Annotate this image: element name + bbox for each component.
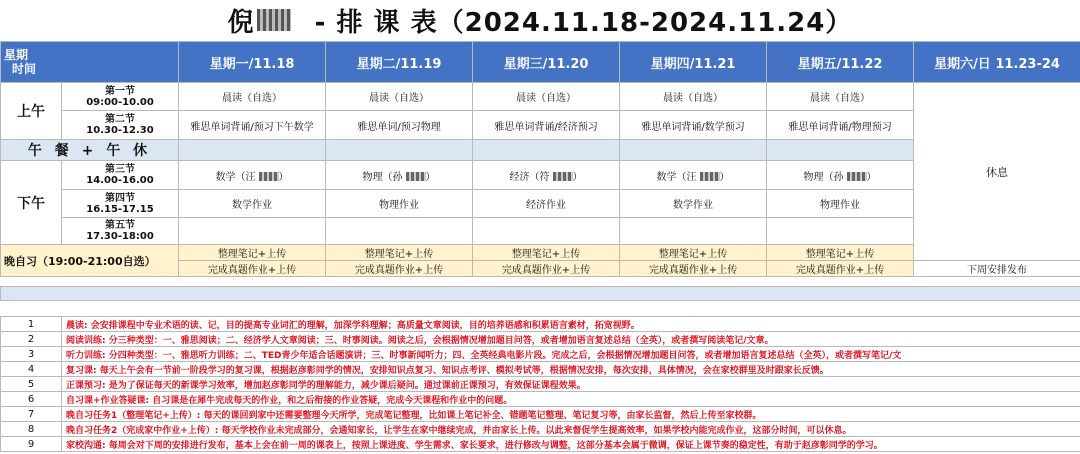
fri-p4: 物理作业 — [767, 190, 914, 218]
note-text: 自习课+作业答疑课: 自习课是在犀牛完成每天的作业，和之后衔接的作业答疑，完成今天课程和作业中的问题。 — [62, 392, 1080, 407]
morning-label: 上午 — [1, 83, 62, 140]
thu-class: 数学（汪 — [656, 171, 697, 183]
period-2-time: 10.30-12.30 — [86, 125, 154, 136]
redacted-teacher — [259, 172, 279, 181]
note-row — [1, 377, 1080, 392]
blank-row — [1, 287, 1080, 301]
period-4-time: 16.15-17.15 — [86, 203, 154, 215]
redacted-name — [257, 9, 291, 31]
day-header-wed: 星期三/11.20 — [473, 42, 620, 83]
evening-label: 晚自习（19:00-21:00自选） — [1, 245, 179, 277]
tue-evening-2: 完成真题作业+上传 — [326, 261, 473, 277]
note-number: 9 — [1, 437, 62, 452]
tue-p4: 物理作业 — [326, 190, 473, 218]
thu-evening-2: 完成真题作业+上传 — [620, 261, 767, 277]
day-header-mon: 星期一/11.18 — [179, 42, 326, 83]
weekend-evening-2: 下周安排发布 — [914, 261, 1080, 277]
note-number: 5 — [1, 377, 62, 392]
period-4 — [62, 190, 179, 218]
period-3-time: 14.00-16.00 — [86, 175, 154, 186]
tue-p2: 雅思单词/预习物理 — [326, 111, 473, 140]
period-3-name: 第三节 — [105, 164, 135, 175]
fri-evening-2: 完成真题作业+上传 — [767, 261, 914, 277]
title-suffix: - 排 课 表（2024.11.18-2024.11.24） — [314, 7, 853, 38]
weekend-rest: 休息 — [914, 83, 1080, 261]
wed-evening-2: 完成真题作业+上传 — [473, 261, 620, 277]
note-row — [1, 317, 1080, 332]
day-header-fri: 星期五/11.22 — [767, 42, 914, 83]
note-number: 8 — [1, 422, 62, 437]
lunch-label: 午 餐 + 午 休 — [1, 140, 179, 161]
thu-evening-1: 整理笔记+上传 — [620, 245, 767, 261]
spacer-row — [1, 277, 1080, 287]
note-text: 复习课: 每天上午会有一节前一阶段学习的复习课，根据赵彦彰同学的情况，安排知识点复习、知识点考评、模拟考试等，根据情况安排，每次安排，具体情况，会在家校群里及时跟家长反馈。 — [62, 362, 1080, 377]
note-row — [1, 332, 1080, 347]
note-row — [1, 407, 1080, 422]
period-5-time: 17.30-18:00 — [86, 231, 154, 242]
note-number: 2 — [1, 332, 62, 347]
redacted-teacher — [700, 172, 720, 181]
period-3 — [62, 161, 179, 190]
note-text: 晚自习任务1（整理笔记+上传）: 每天的课回到家中还需要整理今天所学，完成笔记整理，比如课上笔记补全、错题笔记整理、笔记复习等，由家长监督，然后上传至家校群。 — [62, 407, 1080, 422]
note-text: 晨读: 会安排课程中专业术语的读、记，目的提高专业词汇的理解，加深学科理解；高质量文章阅读，目的培养语感和积累语言素材，拓宽视野。 — [62, 317, 1080, 332]
note-number: 7 — [1, 407, 62, 422]
note-number: 1 — [1, 317, 62, 332]
note-row — [1, 347, 1080, 362]
corner-weekday-label: 星期 — [4, 48, 29, 62]
period-5-name: 第五节 — [105, 220, 135, 231]
wed-class: 经济（符 — [509, 171, 550, 183]
tue-class: 物理（孙 — [362, 171, 403, 183]
mon-evening-2: 完成真题作业+上传 — [179, 261, 326, 277]
thu-p3: 数学（汪 ） — [620, 161, 767, 190]
period-1-name: 第一节 — [105, 85, 135, 97]
notes-table — [0, 316, 1080, 452]
wed-p4: 经济作业 — [473, 190, 620, 218]
afternoon-label: 下午 — [1, 161, 62, 245]
fri-p2: 雅思单词背诵/物理预习 — [767, 111, 914, 140]
mon-evening-1: 整理笔记+上传 — [179, 245, 326, 261]
thu-p2: 雅思单词背诵/数学预习 — [620, 111, 767, 140]
note-number: 6 — [1, 392, 62, 407]
tue-p3: 物理（孙 ） — [326, 161, 473, 190]
day-header-tue: 星期二/11.19 — [326, 42, 473, 83]
mon-class: 数学（汪 — [215, 171, 256, 183]
period-4-name: 第四节 — [105, 192, 135, 204]
note-text: 阅读训练: 分三种类型：一、雅思阅读；二、经济学人文章阅读；三、时事阅读。阅读之后，会根据情况增加题目问答，或者增加语言复述总结（全英），或者撰写阅读笔记/文章。 — [62, 332, 1080, 347]
period-1-time: 09:00-10.00 — [86, 96, 154, 108]
period-2 — [62, 111, 179, 140]
wed-evening-1: 整理笔记+上传 — [473, 245, 620, 261]
schedule-table — [0, 41, 1080, 301]
wed-p2: 雅思单词背诵/经济预习 — [473, 111, 620, 140]
period-1 — [62, 83, 179, 111]
note-row — [1, 362, 1080, 377]
fri-p3: 物理（孙 ） — [767, 161, 914, 190]
note-text: 听力训练: 分四种类型：一、雅思听力训练；二、TED青少年适合话题演讲；三、时事新闻听力；四、全英经典电影片段。完成之后，会根据情况增加题目问答，或者增加语言复述总结（全英），或者撰写笔记/文 — [62, 347, 1080, 362]
redacted-teacher — [847, 172, 867, 181]
morning-row-1 — [1, 83, 1080, 111]
day-header-weekend: 星期六/日 11.23-24 — [914, 42, 1080, 83]
title-prefix: 倪 — [227, 7, 255, 38]
tue-p1: 晨读（自选） — [326, 83, 473, 111]
wed-p3: 经济（符 ） — [473, 161, 620, 190]
mon-p3: 数学（汪 ） — [179, 161, 326, 190]
note-row — [1, 422, 1080, 437]
redacted-teacher — [553, 172, 573, 181]
period-5 — [62, 218, 179, 245]
thu-p4: 数学作业 — [620, 190, 767, 218]
day-header-thu: 星期四/11.21 — [620, 42, 767, 83]
mon-p1: 晨读（自选） — [179, 83, 326, 111]
fri-p1: 晨读（自选） — [767, 83, 914, 111]
wed-p1: 晨读（自选） — [473, 83, 620, 111]
note-row — [1, 392, 1080, 407]
note-number: 3 — [1, 347, 62, 362]
mon-p2: 雅思单词背诵/预习下午数学 — [179, 111, 326, 140]
thu-p1: 晨读（自选） — [620, 83, 767, 111]
mon-p4: 数学作业 — [179, 190, 326, 218]
note-number: 4 — [1, 362, 62, 377]
fri-class: 物理（孙 — [803, 171, 844, 183]
page-title — [0, 0, 1080, 40]
note-row — [1, 437, 1080, 452]
redacted-teacher — [406, 172, 426, 181]
corner-time-label: 时间 — [12, 62, 37, 76]
period-2-name: 第二节 — [105, 114, 135, 125]
note-text: 家校沟通: 每周会对下周的安排进行发布，基本上会在前一周的课表上，按照上课进度、学生需求、家长要求，进行修改与调整，这部分基本会属于微调，保证上课节奏的稳定性，有助于赵彦彰同学的学习。 — [62, 437, 1080, 452]
note-text: 晚自习任务2（完成家中作业+上传）: 每天学校作业未完成部分，会通知家长，让学生在家中继续完成，并由家长上传。以此来督促学生提高效率，如果学校内能完成作业，这部分时间，可以休息。 — [62, 422, 1080, 437]
header-row — [1, 42, 1080, 83]
fri-evening-1: 整理笔记+上传 — [767, 245, 914, 261]
tue-evening-1: 整理笔记+上传 — [326, 245, 473, 261]
corner-cell — [1, 42, 179, 83]
note-text: 正课预习: 是为了保证每天的新课学习效率，增加赵彦彰同学的理解能力，减少课后疑问。通过课前正课预习，有效保证课程效果。 — [62, 377, 1080, 392]
